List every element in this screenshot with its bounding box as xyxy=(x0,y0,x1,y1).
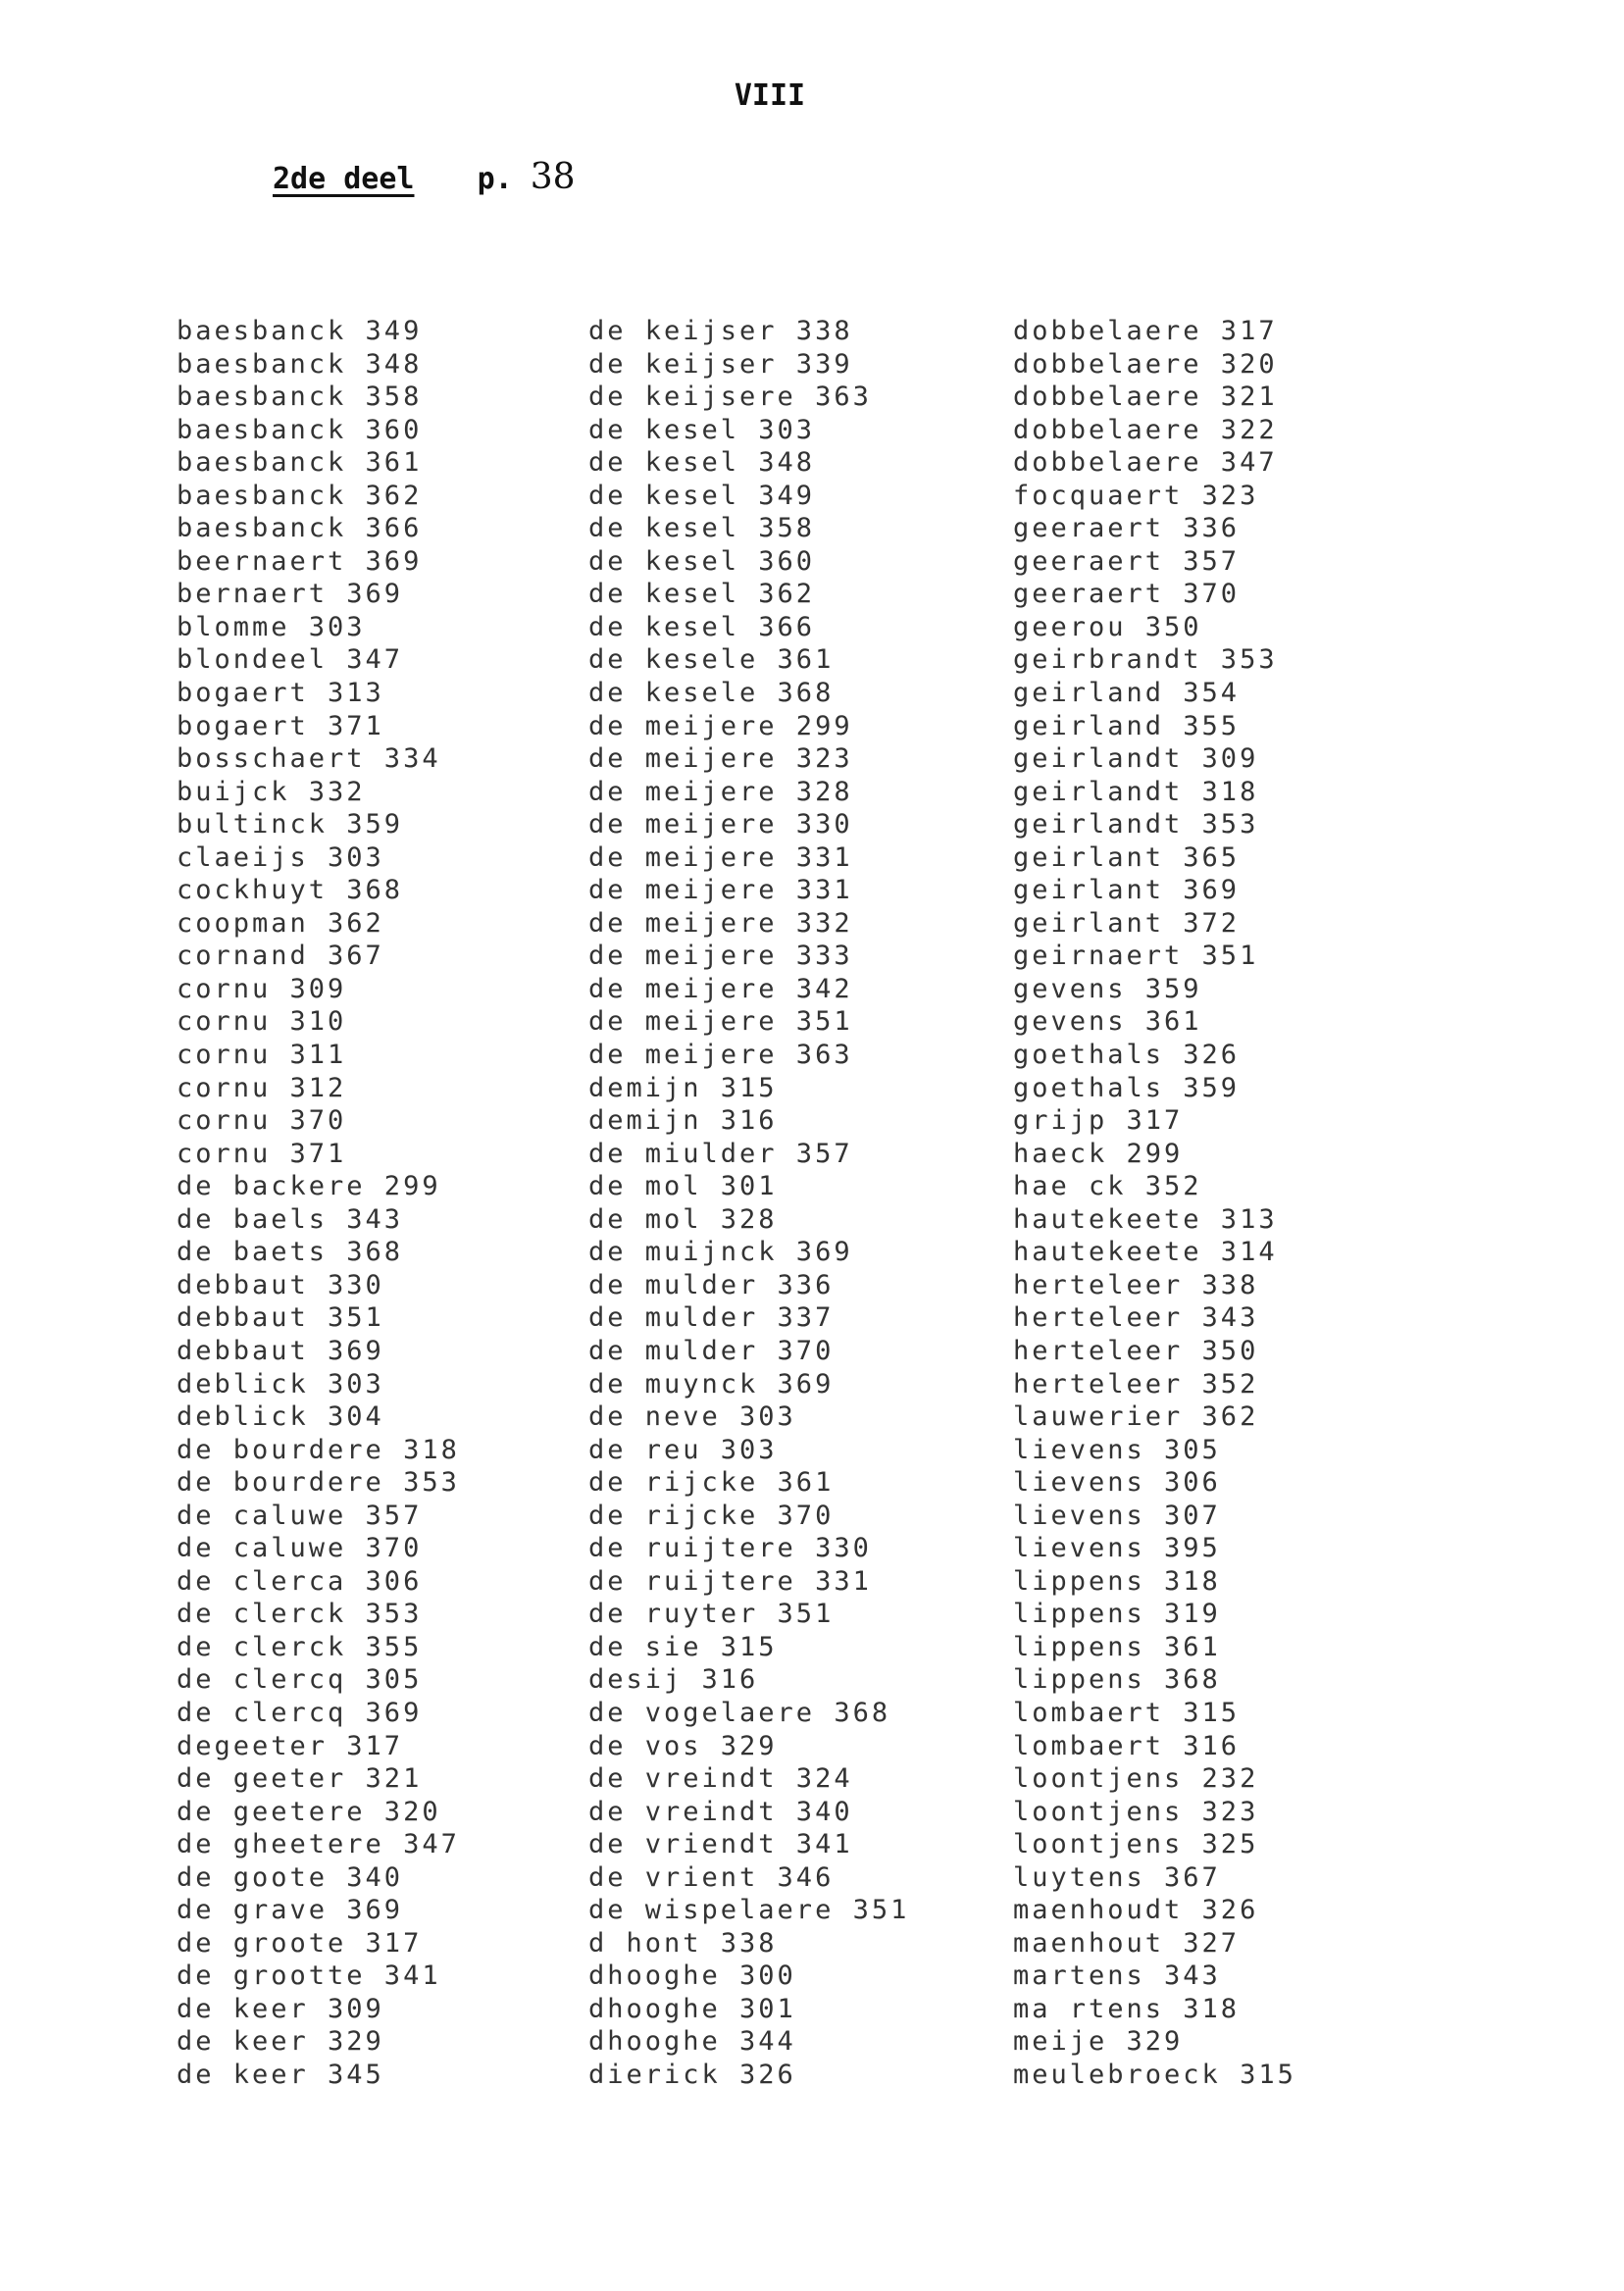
index-entry: bultinck 359 xyxy=(177,809,404,840)
index-entry: lippens 318 xyxy=(1013,1565,1221,1597)
index-entry: meulebroeck 315 xyxy=(1013,2059,1296,2090)
index-entry: loontjens 232 xyxy=(1013,1763,1259,1795)
index-entry: blondeel 347 xyxy=(177,644,404,676)
index-entry: focquaert 323 xyxy=(1013,480,1259,511)
index-entry: haeck 299 xyxy=(1013,1138,1184,1169)
index-entry: de meijere 342 xyxy=(588,973,853,1004)
index-entry: debbaut 369 xyxy=(177,1335,384,1366)
index-entry: herteleer 350 xyxy=(1013,1335,1259,1366)
index-entry: maenhout 327 xyxy=(1013,1927,1241,1959)
index-entry: goethals 359 xyxy=(1013,1072,1241,1103)
index-entry: de ruyter 351 xyxy=(588,1599,835,1630)
index-entry: de mol 301 xyxy=(588,1171,778,1202)
index-entry: geirlant 369 xyxy=(1013,875,1241,906)
index-entry: luytens 367 xyxy=(1013,1861,1221,1893)
index-entry: lippens 319 xyxy=(1013,1599,1221,1630)
index-entry: cockhuyt 368 xyxy=(177,875,404,906)
index-entry: de mulder 370 xyxy=(588,1335,835,1366)
index-entry: de muijnck 369 xyxy=(588,1237,853,1268)
part-label: 2de deel xyxy=(273,162,415,196)
index-entry: deblick 303 xyxy=(177,1368,384,1400)
index-entry: de vreindt 324 xyxy=(588,1763,853,1795)
index-entry: de meijere 323 xyxy=(588,743,853,775)
index-entry: de kesel 348 xyxy=(588,447,816,479)
index-entry: de sie 315 xyxy=(588,1631,778,1662)
index-entry: de keijser 339 xyxy=(588,348,853,380)
index-entry: de keijsere 363 xyxy=(588,382,872,413)
index-entry: de ruijtere 331 xyxy=(588,1565,872,1597)
index-entry: dhooghe 344 xyxy=(588,2026,796,2058)
index-entry: desij 316 xyxy=(588,1664,759,1696)
index-entry: geirland 354 xyxy=(1013,678,1241,709)
index-entry: hautekeete 313 xyxy=(1013,1203,1278,1235)
index-entry: demijn 315 xyxy=(588,1072,778,1103)
page-reference xyxy=(477,157,576,197)
index-entry: lombaert 316 xyxy=(1013,1730,1241,1761)
index-entry: baesbanck 362 xyxy=(177,480,423,511)
index-entry: de miulder 357 xyxy=(588,1138,853,1169)
index-entry: dobbelaere 317 xyxy=(1013,316,1278,346)
index-entry: de clercq 369 xyxy=(177,1697,423,1728)
index-entry: de ruijtere 330 xyxy=(588,1533,872,1564)
index-entry: de bourdere 353 xyxy=(177,1467,460,1499)
index-entry: dobbelaere 347 xyxy=(1013,447,1278,479)
page-prefix: p. xyxy=(477,162,513,196)
index-entry: herteleer 352 xyxy=(1013,1368,1259,1400)
index-entry: herteleer 338 xyxy=(1013,1269,1259,1300)
index-entry: de meijere 331 xyxy=(588,875,853,906)
index-entry: dobbelaere 322 xyxy=(1013,414,1278,445)
index-entry: de rijcke 370 xyxy=(588,1500,835,1531)
index-entry: geirnaert 351 xyxy=(1013,941,1259,972)
index-entry: de meijere 331 xyxy=(588,841,853,873)
index-entry: meije 329 xyxy=(1013,2026,1184,2058)
index-entry: gevens 359 xyxy=(1013,973,1202,1004)
index-entry: geirbrandt 353 xyxy=(1013,644,1278,676)
index-entry: de clercq 305 xyxy=(177,1664,423,1696)
index-entry: de geetere 320 xyxy=(177,1796,441,1827)
index-entry: grijp 317 xyxy=(1013,1105,1184,1137)
index-entry: lievens 305 xyxy=(1013,1434,1221,1465)
index-entry: cornu 309 xyxy=(177,973,347,1004)
index-entry: de goote 340 xyxy=(177,1861,404,1893)
index-entry: de keer 329 xyxy=(177,2026,384,2058)
index-entry: de vogelaere 368 xyxy=(588,1697,891,1728)
index-entry: de neve 303 xyxy=(588,1401,796,1433)
index-entry: baesbanck 349 xyxy=(177,316,423,346)
index-entry: deblick 304 xyxy=(177,1401,384,1433)
index-entry: baesbanck 360 xyxy=(177,414,423,445)
index-entry: de kesel 366 xyxy=(588,611,816,642)
index-entry: geirlandt 318 xyxy=(1013,776,1259,807)
index-entry: de baets 368 xyxy=(177,1237,404,1268)
index-entry: de clerck 355 xyxy=(177,1631,423,1662)
index-entry: de caluwe 357 xyxy=(177,1500,423,1531)
index-entry: de groote 317 xyxy=(177,1927,423,1959)
index-entry: lippens 368 xyxy=(1013,1664,1221,1696)
index-entry: baesbanck 358 xyxy=(177,382,423,413)
index-entry: de bourdere 318 xyxy=(177,1434,460,1465)
index-entry: de caluwe 370 xyxy=(177,1533,423,1564)
index-entry: de meijere 328 xyxy=(588,776,853,807)
index-entry: geirlandt 353 xyxy=(1013,809,1259,840)
index-entry: lievens 307 xyxy=(1013,1500,1221,1531)
index-column-1 xyxy=(177,315,460,2092)
index-entry: cornand 367 xyxy=(177,941,384,972)
index-entry: dobbelaere 321 xyxy=(1013,382,1278,413)
index-entry: bernaert 369 xyxy=(177,579,404,610)
index-entry: de kesel 360 xyxy=(588,545,816,577)
index-entry: dierick 326 xyxy=(588,2059,796,2090)
index-entry: geirlant 365 xyxy=(1013,841,1241,873)
index-entry: buijck 332 xyxy=(177,776,366,807)
index-entry: blomme 303 xyxy=(177,611,366,642)
index-entry: d hont 338 xyxy=(588,1927,778,1959)
index-entry: de kesel 349 xyxy=(588,480,816,511)
index-entry: lippens 361 xyxy=(1013,1631,1221,1662)
section-heading xyxy=(273,157,576,197)
index-entry: de meijere 332 xyxy=(588,907,853,939)
index-entry: de vos 329 xyxy=(588,1730,778,1761)
index-entry: de mulder 337 xyxy=(588,1302,835,1334)
index-entry: de geeter 321 xyxy=(177,1763,423,1795)
index-entry: coopman 362 xyxy=(177,907,384,939)
index-entry: de vrient 346 xyxy=(588,1861,835,1893)
index-entry: dhooghe 300 xyxy=(588,1960,796,1992)
index-entry: gevens 361 xyxy=(1013,1006,1202,1038)
index-entry: beernaert 369 xyxy=(177,545,423,577)
index-entry: ma rtens 318 xyxy=(1013,1993,1241,2024)
index-entry: de kesel 358 xyxy=(588,513,816,544)
index-entry: cornu 371 xyxy=(177,1138,347,1169)
index-entry: dhooghe 301 xyxy=(588,1993,796,2024)
index-entry: de mulder 336 xyxy=(588,1269,835,1300)
index-entry: degeeter 317 xyxy=(177,1730,404,1761)
index-entry: geeraert 357 xyxy=(1013,545,1241,577)
index-entry: lievens 306 xyxy=(1013,1467,1221,1499)
index-entry: de kesele 368 xyxy=(588,678,835,709)
index-entry: baesbanck 366 xyxy=(177,513,423,544)
index-entry: cornu 310 xyxy=(177,1006,347,1038)
index-entry: de keer 345 xyxy=(177,2059,384,2090)
index-entry: de kesel 303 xyxy=(588,414,816,445)
index-entry: maenhoudt 326 xyxy=(1013,1895,1259,1926)
index-entry: dobbelaere 320 xyxy=(1013,348,1278,380)
index-entry: de reu 303 xyxy=(588,1434,778,1465)
index-entry: de gheetere 347 xyxy=(177,1829,460,1860)
index-entry: geeraert 336 xyxy=(1013,513,1241,544)
index-entry: geirlant 372 xyxy=(1013,907,1241,939)
index-entry: de clerck 353 xyxy=(177,1599,423,1630)
index-entry: de muynck 369 xyxy=(588,1368,835,1400)
index-entry: debbaut 330 xyxy=(177,1269,384,1300)
index-entry: lievens 395 xyxy=(1013,1533,1221,1564)
index-entry: cornu 311 xyxy=(177,1040,347,1071)
index-entry: goethals 326 xyxy=(1013,1040,1241,1071)
index-entry: de rijcke 361 xyxy=(588,1467,835,1499)
index-entry: de meijere 351 xyxy=(588,1006,853,1038)
index-column-3 xyxy=(1013,315,1296,2092)
index-column-2 xyxy=(588,315,909,2092)
index-entry: hautekeete 314 xyxy=(1013,1237,1278,1268)
index-entry: de meijere 333 xyxy=(588,941,853,972)
index-entry: cornu 370 xyxy=(177,1105,347,1137)
index-entry: de wispelaere 351 xyxy=(588,1895,910,1926)
index-entry: hae ck 352 xyxy=(1013,1171,1202,1202)
index-entry: baesbanck 361 xyxy=(177,447,423,479)
index-entry: claeijs 303 xyxy=(177,841,384,873)
index-entry: de keer 309 xyxy=(177,1993,384,2024)
index-entry: geirlandt 309 xyxy=(1013,743,1259,775)
index-entry: baesbanck 348 xyxy=(177,348,423,380)
index-entry: de mol 328 xyxy=(588,1203,778,1235)
index-entry: cornu 312 xyxy=(177,1072,347,1103)
index-entry: herteleer 343 xyxy=(1013,1302,1259,1334)
page-reference-number: 38 xyxy=(530,157,576,197)
index-entry: geerou 350 xyxy=(1013,611,1202,642)
index-entry: de grootte 341 xyxy=(177,1960,441,1992)
index-entry: de meijere 330 xyxy=(588,809,853,840)
index-entry: lauwerier 362 xyxy=(1013,1401,1259,1433)
index-entry: de clerca 306 xyxy=(177,1565,423,1597)
index-entry: de backere 299 xyxy=(177,1171,441,1202)
index-entry: demijn 316 xyxy=(588,1105,778,1137)
index-entry: bogaert 313 xyxy=(177,678,384,709)
index-entry: lombaert 315 xyxy=(1013,1697,1241,1728)
index-entry: geeraert 370 xyxy=(1013,579,1241,610)
index-entry: de vreindt 340 xyxy=(588,1796,853,1827)
index-entry: de keijser 338 xyxy=(588,316,853,346)
index-entry: loontjens 325 xyxy=(1013,1829,1259,1860)
index-entry: geirland 355 xyxy=(1013,710,1241,741)
index-entry: de meijere 363 xyxy=(588,1040,853,1071)
page-number: VIII xyxy=(734,78,806,113)
index-entry: bogaert 371 xyxy=(177,710,384,741)
index-entry: de kesele 361 xyxy=(588,644,835,676)
index-entry: de meijere 299 xyxy=(588,710,853,741)
index-entry: debbaut 351 xyxy=(177,1302,384,1334)
index-entry: de kesel 362 xyxy=(588,579,816,610)
index-entry: de vriendt 341 xyxy=(588,1829,853,1860)
index-entry: de baels 343 xyxy=(177,1203,404,1235)
index-entry: martens 343 xyxy=(1013,1960,1221,1992)
index-entry: bosschaert 334 xyxy=(177,743,441,775)
index-entry: de grave 369 xyxy=(177,1895,404,1926)
index-entry: loontjens 323 xyxy=(1013,1796,1259,1827)
